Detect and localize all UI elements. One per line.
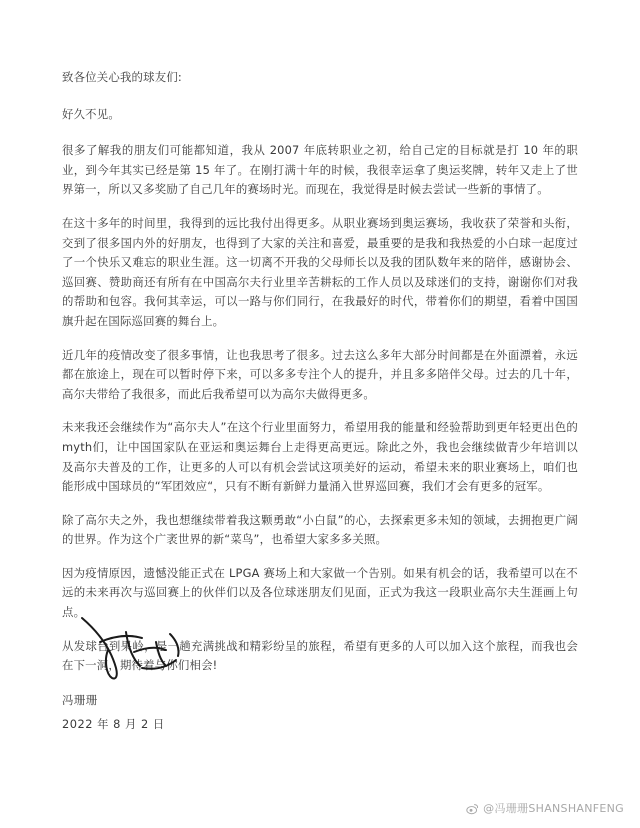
letter-paragraph: 很多了解我的朋友们可能都知道，我从 2007 年底转职业之初，给自己定的目标就是打 10 年的职业，到今年其实已经是第 15 年了。在刚打满十年的时候，我很幸运拿了奥运奖牌，转年又走上了世界第一，所以又多奖励了自己几年的赛场时光。而现在，我觉得是时候去尝试一些新的事情了。: [62, 143, 578, 197]
letter-paragraph: 从发球台到果岭，是一趟充满挑战和精彩纷呈的旅程，希望有更多的人可以加入这个旅程，而我也会在下一洞，期待着与你们相会!: [62, 638, 578, 673]
letter-paragraph: 除了高尔夫之外，我也想继续带着我这颗勇敢“小白鼠”的心，去探索更多未知的领域，去拥抱更广阔的世界。作为这个广袤世界的新“菜鸟”，也希望大家多多关照。: [62, 512, 578, 547]
letter-paragraph: 在这十多年的时间里，我得到的远比我付出得更多。从职业赛场到奥运赛场，我收获了荣誉和头衔，交到了很多国内外的好朋友，也得到了大家的关注和喜爱，最重要的是我和我热爱的小白球一起度过了一个快乐又难忘的职业生涯。这一切离不开我的父母师长以及我的团队数年来的陪伴，感谢协会、巡回赛、赞助商还有所有在中国高尔夫行业里辛苦耕耘的工作人员以及球迷们的支持，谢谢你们对我的帮助和包容。我何其幸运，可以一路与你们同行，在我最好的时代，带着你们的期望，看着中国国旗升起在国际巡回赛的舞台上。: [62, 215, 578, 328]
letter-body: [62, 68, 578, 690]
weibo-icon: [466, 802, 479, 815]
watermark-text: @冯珊珊SHANSHANFENG: [483, 802, 624, 815]
letter-greeting: 好久不见。: [62, 106, 120, 121]
watermark: [466, 800, 624, 816]
letter-salutation: 致各位关心我的球友们:: [62, 70, 182, 84]
handwritten-signature-icon: [70, 612, 190, 684]
letter-paragraph: 因为疫情原因，遗憾没能正式在 LPGA 赛场上和大家做一个告别。如果有机会的话，我希望可以在不远的未来再次与巡回赛上的伙伴们以及各位球迷朋友们见面，正式为我这一段职业高尔夫生涯画上句点。: [62, 565, 578, 620]
signature-date: 2022 年 8 月 2 日: [62, 717, 165, 731]
letter-paragraph: 近几年的疫情改变了很多事情，让也我思考了很多。过去这么多年大部分时间都是在外面漂着，永远都在旅途上，现在可以暂时停下来，可以多多专注个人的提升，并且多多陪伴父母。过去的几十年，高尔夫带给了我很多，而此后我希望可以为高尔夫做得更多。: [62, 347, 578, 401]
signature-block: [62, 612, 362, 732]
signature-name: 冯珊珊: [62, 693, 98, 707]
letter-paragraph: 未来我还会继续作为“高尔夫人”在这个行业里面努力，希望用我的能量和经验帮助到更年轻更出色的myth们，让中国国家队在亚运和奥运舞台上走得更高更远。除此之外，我也会继续做青少年培训以及高尔夫普及的工作，让更多的人可以有机会尝试这项美好的运动，希望未来的职业赛场上，咱们也能形成中国球员的“军团效应“，只有不断有新鲜力量涌入世界巡回赛，我们才会有更多的冠军。: [62, 420, 578, 494]
